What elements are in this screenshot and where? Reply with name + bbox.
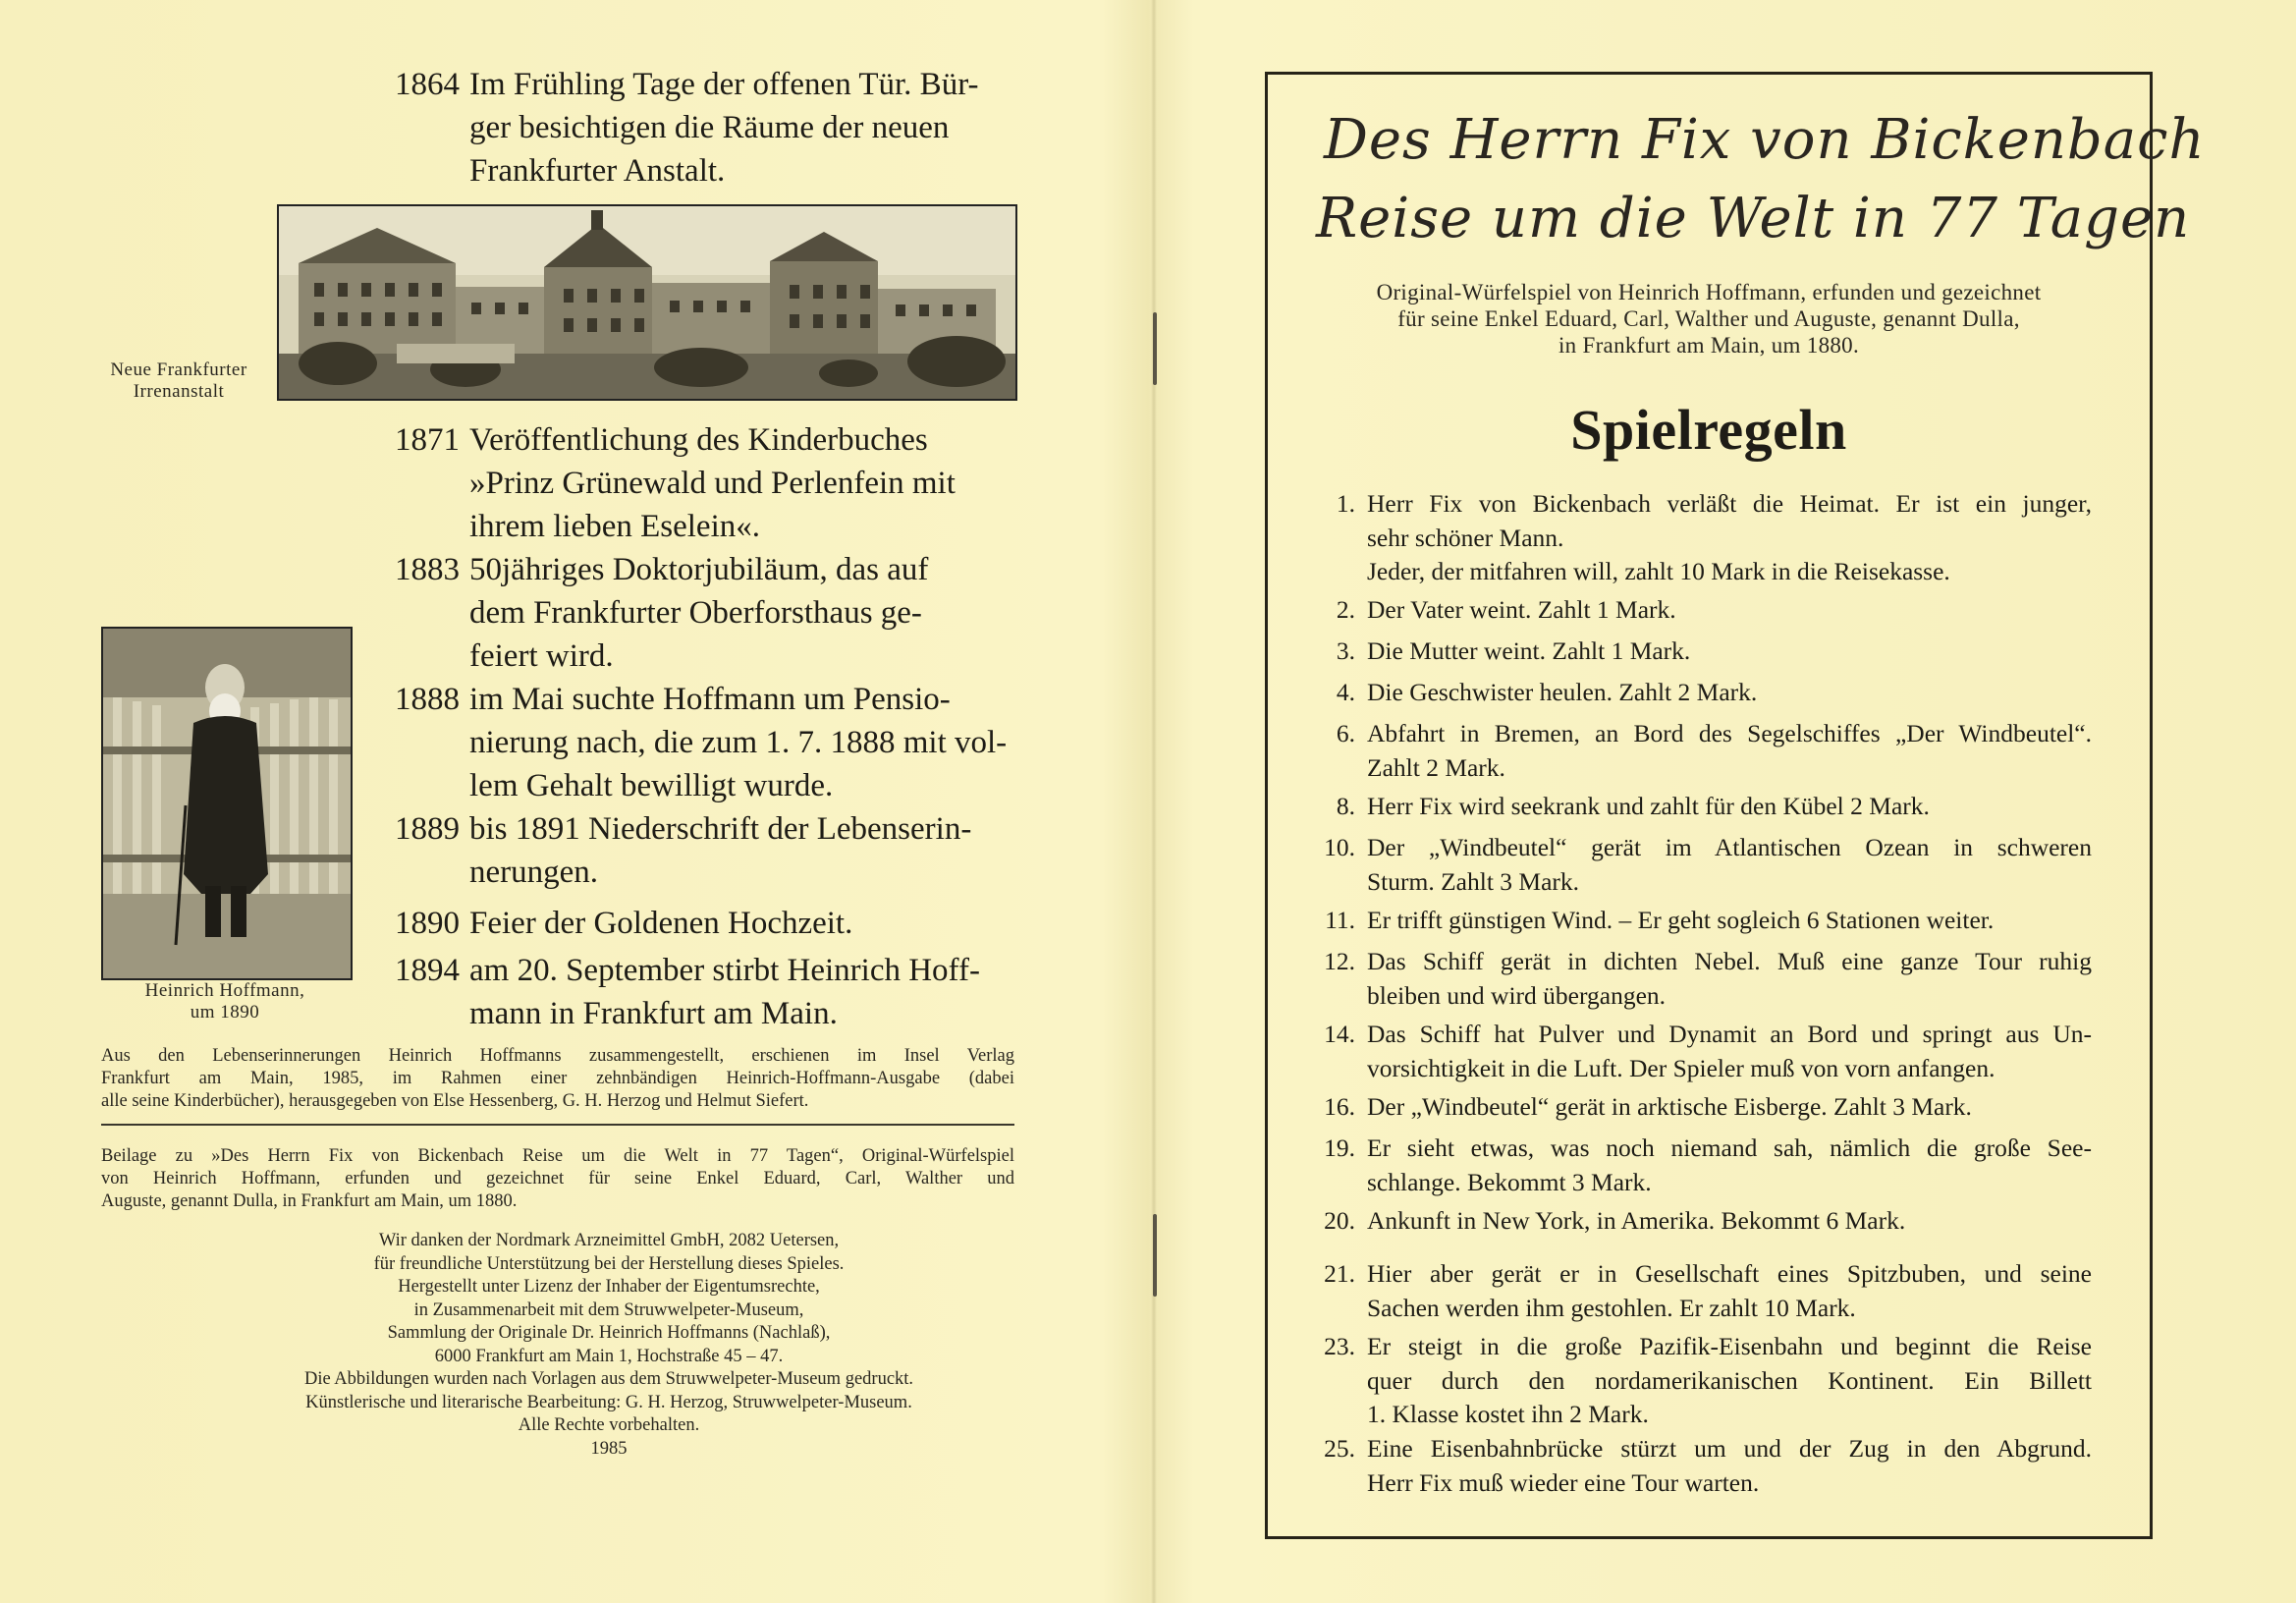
rule-line: sehr schöner Mann.	[1367, 523, 1564, 552]
supplement-note: Beilage zu »Des Herrn Fix von Bickenbach Reise um die Welt in 77 Tagen“, Original-Würfelspiel von Heinrich Hoffmann, erfunden und gezeichnet für seine Enkel Eduard, Carl, Walther und Auguste, genannt Dulla, in Frankfurt am Main, um 1880.	[101, 1146, 1014, 1211]
rule-item	[1314, 676, 2092, 710]
entry-year: 1888	[395, 682, 460, 717]
rule-text	[1367, 831, 2092, 899]
rule-line: Die Geschwister heulen. Zahlt 2 Mark.	[1367, 678, 1758, 706]
divider-rule	[101, 1124, 1014, 1126]
rule-text	[1367, 1330, 2092, 1432]
script-title-line-2: Reise um die Welt in 77 Tagen	[1316, 187, 2191, 250]
staple-top	[1153, 312, 1157, 385]
rule-line: Hier aber gerät er in Gesellschaft eines Spitzbuben, und seine	[1367, 1259, 2092, 1288]
rule-number: 16.	[1324, 1092, 1355, 1121]
rule-item	[1314, 1330, 2092, 1432]
rule-line: Herr Fix wird seekrank und zahlt für den Kübel 2 Mark.	[1367, 792, 1930, 820]
rule-line: Herr Fix von Bickenbach verläßt die Heimat. Er ist ein junger,	[1367, 489, 2092, 518]
rule-number: 6.	[1336, 719, 1355, 747]
rule-text	[1367, 717, 2092, 785]
rule-number: 2.	[1336, 595, 1355, 624]
rule-text	[1367, 676, 2092, 710]
entry-year: 1894	[395, 953, 460, 988]
rule-line: bleiben und wird übergangen.	[1367, 980, 1667, 1010]
rule-item	[1314, 904, 2092, 938]
entry-year: 1883	[395, 552, 460, 587]
entry-year: 1871	[395, 422, 460, 458]
rule-item	[1314, 1257, 2092, 1325]
rule-number: 19.	[1324, 1133, 1355, 1162]
timeline-entry-1888	[395, 678, 1013, 807]
rule-item	[1314, 790, 2092, 824]
rule-line: Herr Fix muß wieder eine Tour warten.	[1367, 1467, 1760, 1497]
rule-text	[1367, 790, 2092, 824]
rule-line: Sachen werden ihm gestohlen. Er zahlt 10 Mark.	[1367, 1293, 1856, 1322]
timeline-entry-1883	[395, 548, 1013, 678]
rule-number: 8.	[1336, 792, 1355, 820]
rule-line: Eine Eisenbahnbrücke stürzt um und der Zug in den Abgrund.	[1367, 1434, 2092, 1463]
timeline-entry-1889	[395, 807, 1013, 894]
rule-line: 1. Klasse kostet ihn 2 Mark.	[1367, 1400, 1649, 1428]
script-title-line-1: Des Herrn Fix von Bickenbach	[1324, 108, 2206, 172]
center-fold	[1151, 0, 1157, 1603]
rule-item	[1314, 831, 2092, 899]
rule-line: Abfahrt in Bremen, an Bord des Segelschiffes „Der Windbeutel“.	[1367, 719, 2092, 747]
rule-number: 14.	[1324, 1020, 1355, 1048]
rule-line: Jeder, der mitfahren will, zahlt 10 Mark in die Reisekasse.	[1367, 557, 1950, 585]
rule-number: 12.	[1324, 947, 1355, 975]
entry-year: 1864	[395, 67, 460, 102]
rule-line: Das Schiff hat Pulver und Dynamit an Bord und springt aus Un-	[1367, 1020, 2092, 1048]
heinrich-hoffmann-portrait	[101, 627, 353, 980]
entry-year: 1889	[395, 811, 460, 847]
rule-item	[1314, 945, 2092, 1013]
rule-text	[1367, 593, 2092, 628]
rule-item	[1314, 1132, 2092, 1199]
rule-text	[1367, 1257, 2092, 1325]
source-note: Aus den Lebenserinnerungen Heinrich Hoffmanns zusammengestellt, erschienen im Insel Verlag Frankfurt am Main, 1985, im Rahmen einer zehnbändigen Heinrich-Hoffmann-Ausgabe (dabei alle seine Kinderbücher), herausgegeben von Else Hessenberg, G. H. Herzog und Helmut Siefert.	[101, 1046, 1014, 1111]
rule-number: 10.	[1324, 833, 1355, 861]
rule-line: Er trifft günstigen Wind. – Er geht sogleich 6 Stationen weiter.	[1367, 906, 1995, 934]
portrait-caption: Heinrich Hoffmann, um 1890	[144, 980, 305, 1023]
rule-number: 23.	[1324, 1332, 1355, 1360]
rule-text	[1367, 1132, 2092, 1199]
rule-line: Der „Windbeutel“ gerät in arktische Eisberge. Zahlt 3 Mark.	[1367, 1092, 1972, 1121]
rule-item	[1314, 1018, 2092, 1085]
game-intro: Original-Würfelspiel von Heinrich Hoffmann, erfunden und gezeichnet für seine Enkel Eduard, Carl, Walther und Auguste, genannt Dulla, in Frankfurt am Main, um 1880.	[1376, 280, 2042, 358]
rule-number: 20.	[1324, 1206, 1355, 1235]
rule-text	[1367, 635, 2092, 669]
entry-text: Feier der Goldenen Hochzeit.	[469, 906, 853, 941]
rule-line: Der Vater weint. Zahlt 1 Mark.	[1367, 595, 1676, 624]
rule-text	[1367, 1018, 2092, 1085]
asylum-building-photo	[277, 204, 1017, 401]
rule-item	[1314, 593, 2092, 628]
timeline-entry-1871	[395, 418, 1013, 548]
rule-item	[1314, 717, 2092, 785]
rule-text	[1367, 487, 2092, 589]
rule-text	[1367, 1432, 2092, 1500]
rule-number: 4.	[1336, 678, 1355, 706]
timeline-entry-1864	[395, 63, 1013, 193]
publication-credits: Wir danken der Nordmark Arzneimittel GmbH, 2082 Uetersen, für freundliche Unterstützung bei der Herstellung dieses Spieles. Hergestellt unter Lizenz der Inhaber der Eigentumsrechte, in Zusammenarbeit mit dem Struwwelpeter-Museum, Sammlung der Originale Dr. Heinrich Hoffmanns (Nachlaß), 6000 Frankfurt am Main 1, Hochstraße 45 – 47. Die Abbildungen wurden nach Vorlagen aus dem Struwwelpeter-Museum gedruckt. Künstlerische und literarische Bearbeitung: G. H. Herzog, Struwwelpeter-Museum. Alle Rechte vorbehalten. 1985	[303, 1231, 914, 1459]
rule-number: 3.	[1336, 636, 1355, 665]
rules-heading: Spielregeln	[1570, 398, 1847, 462]
timeline-entry-1890	[395, 902, 1013, 945]
entry-text: bis 1891 Niederschrift der Lebenserin- nerungen.	[469, 811, 972, 890]
rule-line: Zahlt 2 Mark.	[1367, 752, 1505, 782]
entry-text: 50jähriges Doktorjubiläum, das auf dem Frankfurter Oberforsthaus ge- feiert wird.	[469, 552, 929, 674]
rule-item	[1314, 1090, 2092, 1125]
entry-year: 1890	[395, 906, 460, 941]
rule-text	[1367, 945, 2092, 1013]
rule-line: Der „Windbeutel“ gerät im Atlantischen Ozean in schweren	[1367, 833, 2092, 861]
entry-text: Veröffentlichung des Kinderbuches »Prinz Grünewald und Perlenfein mit ihrem lieben Eselein«.	[469, 422, 956, 544]
rule-text	[1367, 1090, 2092, 1125]
timeline-entry-1894	[395, 949, 1013, 1035]
entry-text: am 20. September stirbt Heinrich Hoff- mann in Frankfurt am Main.	[469, 953, 980, 1031]
rule-text	[1367, 904, 2092, 938]
rule-line: schlange. Bekommt 3 Mark.	[1367, 1167, 1652, 1196]
rule-line: Er steigt in die große Pazifik-Eisenbahn und beginnt die Reise	[1367, 1332, 2092, 1360]
rule-line: Ankunft in New York, in Amerika. Bekommt 6 Mark.	[1367, 1206, 1906, 1235]
building-caption: Neue Frankfurter Irrenanstalt	[110, 359, 247, 402]
rule-line: Das Schiff gerät in dichten Nebel. Muß eine ganze Tour ruhig	[1367, 947, 2092, 975]
rule-text	[1367, 1204, 2092, 1239]
rule-number: 25.	[1324, 1434, 1355, 1463]
rule-line: vorsichtigkeit in die Luft. Der Spieler muß von vorn anfangen.	[1367, 1053, 1995, 1082]
rule-number: 1.	[1336, 489, 1355, 518]
rule-item	[1314, 487, 2092, 589]
rule-item	[1314, 635, 2092, 669]
entry-text: im Mai suchte Hoffmann um Pensio- nierung nach, die zum 1. 7. 1888 mit vol- lem Gehalt bewilligt wurde.	[469, 682, 1008, 803]
rule-number: 21.	[1324, 1259, 1355, 1288]
entry-text: Im Frühling Tage der offenen Tür. Bür- ger besichtigen die Räume der neuen Frankfurter Anstalt.	[469, 67, 979, 189]
rule-line: Er sieht etwas, was noch niemand sah, nämlich die große See-	[1367, 1133, 2092, 1162]
rule-number: 11.	[1325, 906, 1355, 934]
staple-bottom	[1153, 1214, 1157, 1297]
rule-line: Die Mutter weint. Zahlt 1 Mark.	[1367, 636, 1691, 665]
rule-item	[1314, 1432, 2092, 1500]
rule-item	[1314, 1204, 2092, 1239]
rule-line: quer durch den nordamerikanischen Kontinent. Ein Billett	[1367, 1365, 2092, 1395]
rule-line: Sturm. Zahlt 3 Mark.	[1367, 866, 1580, 896]
